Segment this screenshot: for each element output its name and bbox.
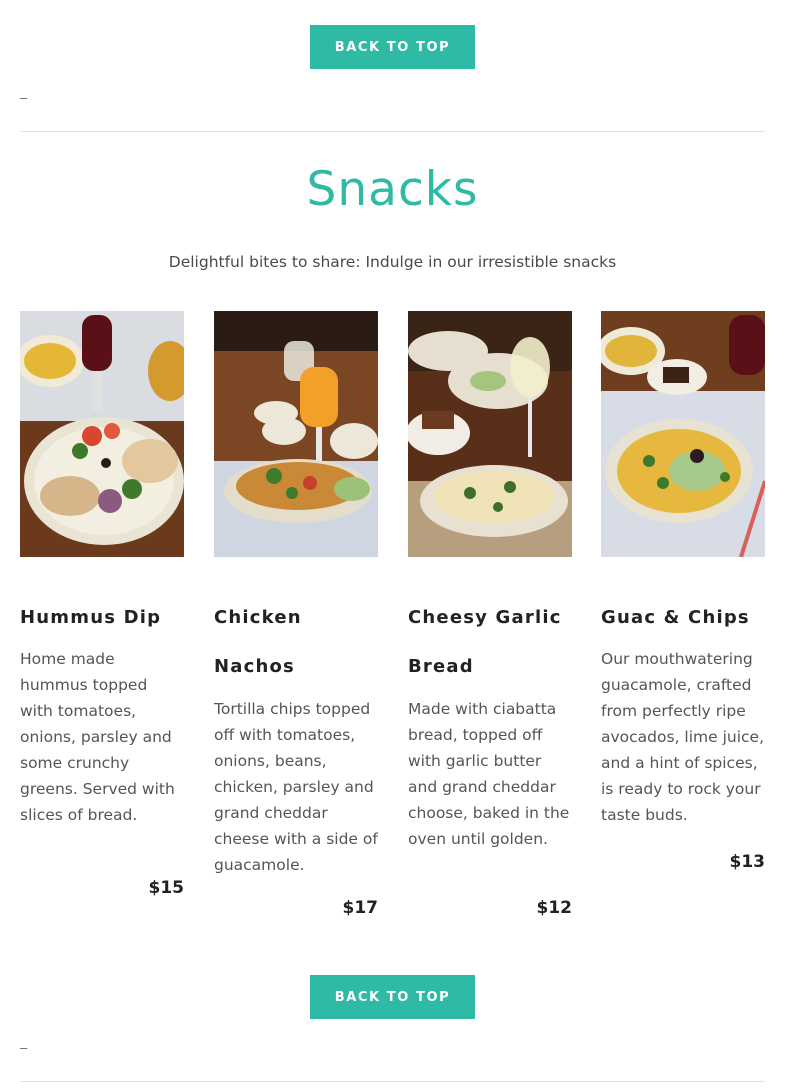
divider-dash: – (20, 1040, 28, 1055)
back-to-top-button[interactable]: BACK TO TOP (310, 975, 475, 1019)
hummus-dip-photo (20, 311, 184, 557)
menu-item-card (601, 311, 765, 872)
menu-item-price: $15 (148, 878, 184, 898)
menu-item-description: Made with ciabatta bread, topped off with garlic butter and grand cheddar choose, baked in the oven until golden. (408, 700, 570, 848)
cheesy-garlic-bread-photo (408, 311, 572, 557)
divider-dash: – (20, 90, 28, 105)
section-subtitle: Delightful bites to share: Indulge in our irresistible snacks (168, 253, 617, 271)
menu-item-card (20, 311, 184, 898)
menu-item-description: Home made hummus topped with tomatoes, onions, parsley and some crunchy greens. Served with slices of bread. (20, 650, 175, 824)
menu-item-name: Cheesy Garlic Bread (408, 607, 562, 677)
guac-and-chips-photo (601, 311, 765, 557)
menu-item-description: Our mouthwatering guacamole, crafted from perfectly ripe avocados, lime juice, and a hint of spices, is ready to rock your taste buds. (601, 650, 765, 824)
menu-item-name: Guac & Chips (601, 607, 750, 628)
section-divider (20, 131, 765, 132)
chicken-nachos-photo (214, 311, 378, 557)
back-to-top-button[interactable]: BACK TO TOP (310, 25, 475, 69)
menu-item-price: $13 (729, 852, 765, 872)
menu-item-name: Chicken Nachos (214, 607, 302, 677)
menu-item-price: $12 (536, 898, 572, 918)
menu-item-name: Hummus Dip (20, 607, 162, 628)
menu-item-card (408, 311, 572, 918)
menu-item-description: Tortilla chips topped off with tomatoes, onions, beans, chicken, parsley and grand cheddar cheese with a side of guacamole. (214, 700, 378, 874)
section-title: Snacks (306, 162, 479, 217)
menu-item-card (214, 311, 378, 918)
menu-item-price: $17 (342, 898, 378, 918)
section-divider (20, 1081, 765, 1082)
